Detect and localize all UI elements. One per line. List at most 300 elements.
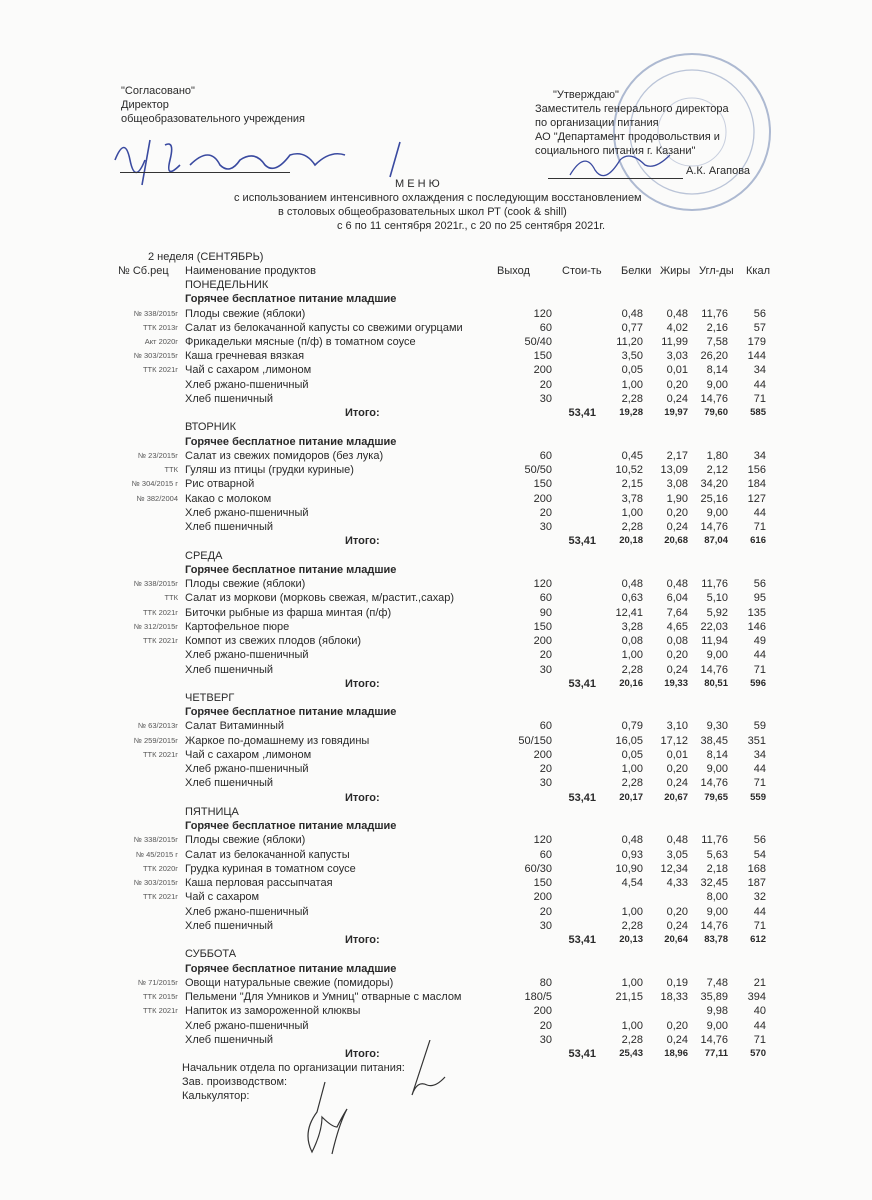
approve-line2: по организации питания bbox=[535, 117, 659, 129]
kcal-value: 71 bbox=[753, 919, 766, 932]
yield-value: 20 bbox=[539, 763, 552, 776]
kcal-value: 44 bbox=[753, 506, 766, 519]
carbs-value: 8,14 bbox=[706, 748, 728, 761]
fat-value: 0,24 bbox=[666, 663, 688, 676]
subheading-row bbox=[0, 435, 872, 449]
table-row bbox=[0, 1033, 872, 1047]
protein-value: 1,00 bbox=[621, 1019, 643, 1032]
fat-value: 7,64 bbox=[666, 606, 688, 619]
yield-value: 120 bbox=[533, 307, 552, 320]
total-kcal: 570 bbox=[750, 1048, 766, 1059]
table-row bbox=[0, 990, 872, 1004]
table-row bbox=[0, 663, 872, 677]
fat-value: 0,01 bbox=[666, 748, 688, 761]
recipe-number: № 312/2015г bbox=[133, 621, 178, 631]
footer-calculator: Калькулятор: bbox=[182, 1090, 250, 1102]
approve-label: "Утверждаю" bbox=[553, 89, 619, 101]
fat-value: 12,34 bbox=[660, 862, 688, 875]
carbs-value: 2,18 bbox=[706, 862, 728, 875]
table-row bbox=[0, 748, 872, 762]
total-carbs: 83,78 bbox=[704, 934, 728, 945]
protein-value: 4,54 bbox=[621, 877, 643, 890]
protein-value: 2,28 bbox=[621, 1033, 643, 1046]
total-cost: 53,41 bbox=[568, 535, 596, 548]
protein-value: 0,48 bbox=[621, 834, 643, 847]
day-name: ПЯТНИЦА bbox=[185, 805, 239, 818]
yield-value: 150 bbox=[533, 478, 552, 491]
dish-name: Салат из белокачанной капусты со свежими огурцами bbox=[185, 321, 463, 334]
kcal-value: 135 bbox=[747, 606, 766, 619]
yield-value: 200 bbox=[533, 492, 552, 505]
protein-value: 0,05 bbox=[621, 748, 643, 761]
carbs-value: 9,00 bbox=[706, 763, 728, 776]
dish-name: Жаркое по-домашнему из говядины bbox=[185, 734, 370, 747]
kcal-value: 56 bbox=[753, 834, 766, 847]
recipe-number: ТТК 2020г bbox=[142, 863, 178, 873]
yield-value: 50/50 bbox=[524, 464, 552, 477]
dish-name: Какао с молоком bbox=[185, 492, 272, 505]
kcal-value: 394 bbox=[747, 991, 766, 1003]
total-row bbox=[0, 534, 872, 548]
total-carbs: 79,60 bbox=[704, 407, 728, 419]
kcal-value: 156 bbox=[747, 464, 766, 477]
recipe-number: № 23/2015г bbox=[138, 450, 178, 460]
kcal-value: 71 bbox=[753, 521, 766, 534]
protein-value: 11,20 bbox=[616, 336, 643, 348]
dish-name: Салат из белокачанной капусты bbox=[185, 848, 350, 861]
yield-value: 60/30 bbox=[524, 862, 552, 875]
total-row bbox=[0, 677, 872, 691]
table-row bbox=[0, 363, 872, 377]
yield-value: 60 bbox=[539, 848, 552, 861]
total-row bbox=[0, 406, 872, 420]
fat-value: 13,09 bbox=[660, 464, 688, 477]
yield-value: 200 bbox=[533, 635, 552, 647]
fat-value: 0,24 bbox=[666, 919, 688, 932]
kcal-value: 49 bbox=[753, 635, 766, 647]
dish-name: Хлеб ржано-пшеничный bbox=[185, 905, 309, 918]
table-row bbox=[0, 1019, 872, 1033]
yield-value: 120 bbox=[533, 834, 552, 847]
carbs-value: 5,63 bbox=[706, 848, 728, 861]
carbs-value: 9,00 bbox=[706, 905, 728, 918]
day-heading-row bbox=[0, 805, 872, 819]
footer-production: Зав. производством: bbox=[182, 1076, 288, 1088]
fat-value: 3,03 bbox=[666, 350, 688, 363]
dish-name: Салат из моркови (морковь свежая, м/растит.,сахар) bbox=[185, 592, 454, 605]
subheading-row bbox=[0, 962, 872, 976]
total-fat: 18,96 bbox=[664, 1048, 688, 1059]
kcal-value: 59 bbox=[753, 720, 766, 733]
subheading-row bbox=[0, 819, 872, 833]
fat-value: 4,65 bbox=[666, 620, 688, 633]
table-row bbox=[0, 919, 872, 933]
subheading-row bbox=[0, 563, 872, 577]
table-row bbox=[0, 833, 872, 847]
yield-value: 50/40 bbox=[524, 336, 552, 348]
yield-value: 150 bbox=[533, 620, 552, 633]
kcal-value: 34 bbox=[753, 364, 766, 377]
kcal-value: 168 bbox=[747, 862, 766, 875]
carbs-value: 32,45 bbox=[700, 877, 728, 890]
total-protein: 20,13 bbox=[619, 934, 643, 945]
agreed-org: общеобразовательного учреждения bbox=[121, 113, 305, 125]
table-row bbox=[0, 506, 872, 520]
total-protein: 20,16 bbox=[619, 677, 643, 689]
protein-value: 2,28 bbox=[621, 919, 643, 932]
total-kcal: 585 bbox=[750, 407, 766, 419]
dish-name: Салат Витаминный bbox=[185, 720, 284, 733]
dish-name: Хлеб пшеничный bbox=[185, 663, 274, 676]
protein-value: 3,28 bbox=[621, 620, 643, 633]
recipe-number: ТТК 2021г bbox=[142, 1006, 178, 1016]
protein-value: 1,00 bbox=[621, 506, 643, 519]
protein-value: 2,28 bbox=[621, 392, 643, 405]
day-heading-row bbox=[0, 278, 872, 292]
table-row bbox=[0, 463, 872, 477]
carbs-value: 14,76 bbox=[700, 392, 728, 405]
carbs-value: 14,76 bbox=[700, 521, 728, 534]
dish-name: Хлеб пшеничный bbox=[185, 1033, 274, 1046]
approve-line4: социального питания г. Казани" bbox=[535, 145, 696, 157]
footer-head: Начальник отдела по организации питания: bbox=[182, 1062, 405, 1074]
total-fat: 19,97 bbox=[664, 407, 688, 419]
right-signature-line bbox=[548, 178, 683, 179]
total-cost: 53,41 bbox=[568, 791, 596, 804]
fat-value: 0,20 bbox=[666, 763, 688, 776]
kcal-value: 44 bbox=[753, 1019, 766, 1032]
recipe-number: ТТК 2021г bbox=[142, 636, 178, 645]
fat-value: 11,99 bbox=[661, 336, 688, 348]
total-cost: 53,41 bbox=[568, 407, 596, 420]
yield-value: 180/5 bbox=[524, 991, 552, 1003]
yield-value: 30 bbox=[539, 1033, 552, 1046]
recipe-number: ТТК bbox=[164, 593, 178, 603]
total-carbs: 80,51 bbox=[704, 677, 728, 689]
table-row bbox=[0, 905, 872, 919]
yield-value: 30 bbox=[539, 919, 552, 932]
yield-value: 20 bbox=[539, 905, 552, 918]
recipe-number: № 45/2015 г bbox=[135, 849, 178, 859]
yield-value: 90 bbox=[539, 606, 552, 619]
table-row bbox=[0, 862, 872, 876]
week-label: 2 неделя (СЕНТЯБРЬ) bbox=[148, 251, 264, 263]
kcal-value: 32 bbox=[753, 891, 766, 904]
table-row bbox=[0, 762, 872, 776]
day-heading-row bbox=[0, 420, 872, 434]
subheading-row bbox=[0, 292, 872, 306]
protein-value: 10,52 bbox=[615, 464, 643, 477]
fat-value: 4,33 bbox=[666, 877, 688, 890]
table-row bbox=[0, 606, 872, 620]
yield-value: 60 bbox=[539, 449, 552, 462]
protein-value: 0,93 bbox=[621, 848, 643, 861]
table-row bbox=[0, 378, 872, 392]
carbs-value: 2,12 bbox=[706, 464, 728, 477]
kcal-value: 44 bbox=[753, 649, 766, 662]
dish-name: Плоды свежие (яблоки) bbox=[185, 307, 306, 320]
yield-value: 60 bbox=[539, 720, 552, 733]
dish-name: Каша перловая рассыпчатая bbox=[185, 877, 333, 890]
col-cost: Стои-ть bbox=[562, 265, 602, 277]
yield-value: 120 bbox=[533, 578, 552, 590]
fat-value: 0,24 bbox=[666, 521, 688, 534]
left-signature-line bbox=[120, 172, 290, 173]
total-carbs: 77,11 bbox=[704, 1048, 728, 1059]
kcal-value: 44 bbox=[753, 378, 766, 391]
total-label: Итого: bbox=[345, 407, 380, 420]
table-row bbox=[0, 492, 872, 506]
agreed-label: "Согласовано" bbox=[121, 85, 195, 97]
table-row bbox=[0, 648, 872, 662]
recipe-number: № 303/2015г bbox=[133, 351, 178, 361]
subheading-row bbox=[0, 705, 872, 719]
dish-name: Компот из свежих плодов (яблоки) bbox=[185, 635, 362, 647]
dish-name: Хлеб пшеничный bbox=[185, 392, 274, 405]
kcal-value: 34 bbox=[753, 748, 766, 761]
fat-value: 0,24 bbox=[666, 1033, 688, 1046]
approve-signer: А.К. Агапова bbox=[686, 165, 751, 177]
dish-name: Чай с сахаром bbox=[185, 891, 260, 904]
day-heading-row bbox=[0, 947, 872, 961]
day-name: СРЕДА bbox=[185, 549, 223, 562]
recipe-number: № 382/2004 bbox=[136, 493, 178, 503]
dish-name: Хлеб ржано-пшеничный bbox=[185, 763, 309, 776]
total-protein: 20,18 bbox=[619, 535, 643, 547]
protein-value: 1,00 bbox=[621, 763, 643, 776]
total-label: Итого: bbox=[345, 791, 380, 804]
fat-value: 0,20 bbox=[666, 378, 688, 391]
yield-value: 30 bbox=[539, 777, 552, 790]
total-protein: 19,28 bbox=[619, 407, 643, 419]
recipe-number: № 259/2015г bbox=[133, 735, 178, 745]
kcal-value: 187 bbox=[747, 877, 766, 890]
carbs-value: 9,00 bbox=[706, 649, 728, 662]
protein-value: 2,15 bbox=[621, 478, 643, 491]
total-label: Итого: bbox=[345, 677, 380, 690]
fat-value: 1,90 bbox=[666, 492, 688, 505]
protein-value: 3,50 bbox=[621, 350, 643, 363]
fat-value: 0,48 bbox=[666, 307, 688, 320]
fat-value: 0,08 bbox=[666, 635, 688, 647]
dish-name: Хлеб ржано-пшеничный bbox=[185, 506, 309, 519]
yield-value: 30 bbox=[539, 392, 552, 405]
kcal-value: 34 bbox=[753, 449, 766, 462]
table-row bbox=[0, 392, 872, 406]
table-row bbox=[0, 620, 872, 634]
menu-title: М Е Н Ю bbox=[395, 178, 440, 190]
protein-value: 0,48 bbox=[621, 578, 643, 590]
kcal-value: 127 bbox=[747, 492, 766, 505]
protein-value: 0,63 bbox=[621, 592, 643, 605]
day-name: ВТОРНИК bbox=[185, 421, 236, 434]
carbs-value: 11,76 bbox=[701, 307, 728, 320]
dish-name: Плоды свежие (яблоки) bbox=[185, 578, 306, 590]
total-kcal: 559 bbox=[750, 791, 766, 803]
footer-block bbox=[182, 1061, 405, 1103]
dish-name: Гуляш из птицы (грудки куриные) bbox=[185, 464, 354, 477]
carbs-value: 2,16 bbox=[706, 321, 728, 334]
yield-value: 200 bbox=[533, 1005, 552, 1018]
meal-subheading: Горячее бесплатное питание младшие bbox=[185, 435, 397, 448]
total-cost: 53,41 bbox=[568, 934, 596, 946]
protein-value: 12,41 bbox=[615, 606, 643, 619]
approve-line1: Заместитель генерального директора bbox=[535, 103, 729, 115]
table-row bbox=[0, 577, 872, 591]
protein-value: 0,48 bbox=[621, 307, 643, 320]
yield-value: 20 bbox=[539, 1019, 552, 1032]
carbs-value: 11,76 bbox=[701, 578, 728, 590]
dish-name: Хлеб ржано-пшеничный bbox=[185, 649, 309, 662]
table-row bbox=[0, 634, 872, 648]
kcal-value: 95 bbox=[753, 592, 766, 605]
carbs-value: 7,58 bbox=[706, 336, 728, 348]
total-kcal: 616 bbox=[750, 535, 766, 547]
total-row bbox=[0, 933, 872, 947]
carbs-value: 1,80 bbox=[706, 449, 728, 462]
dish-name: Хлеб ржано-пшеничный bbox=[185, 378, 309, 391]
recipe-number: ТТК 2013г bbox=[142, 322, 178, 332]
col-carbs: Угл-ды bbox=[699, 265, 734, 277]
fat-value: 0,20 bbox=[666, 905, 688, 918]
carbs-value: 9,98 bbox=[706, 1005, 728, 1018]
dish-name: Хлеб пшеничный bbox=[185, 521, 274, 534]
carbs-value: 14,76 bbox=[700, 1033, 728, 1046]
kcal-value: 40 bbox=[753, 1005, 766, 1018]
dish-name: Хлеб ржано-пшеничный bbox=[185, 1019, 309, 1032]
yield-value: 30 bbox=[539, 663, 552, 676]
total-cost: 53,41 bbox=[568, 1048, 596, 1060]
fat-value: 0,48 bbox=[666, 578, 688, 590]
col-yield: Выход bbox=[497, 265, 530, 277]
kcal-value: 57 bbox=[753, 321, 766, 334]
yield-value: 200 bbox=[533, 891, 552, 904]
dish-name: Плоды свежие (яблоки) bbox=[185, 834, 306, 847]
col-name: Наименование продуктов bbox=[185, 265, 316, 277]
carbs-value: 22,03 bbox=[700, 620, 728, 633]
fat-value: 0,19 bbox=[666, 976, 688, 989]
protein-value: 2,28 bbox=[621, 521, 643, 534]
total-fat: 20,64 bbox=[664, 934, 688, 945]
meal-subheading: Горячее бесплатное питание младшие bbox=[185, 820, 397, 833]
table-row bbox=[0, 307, 872, 321]
carbs-value: 11,94 bbox=[701, 635, 728, 647]
carbs-value: 9,00 bbox=[706, 378, 728, 391]
menu-subtitle-1: с использованием интенсивного охлаждения с последующим восстановлением bbox=[234, 192, 642, 204]
yield-value: 150 bbox=[533, 877, 552, 890]
protein-value: 16,05 bbox=[615, 734, 643, 747]
dish-name: Чай с сахаром ,лимоном bbox=[185, 364, 312, 377]
recipe-number: № 71/2015г bbox=[138, 977, 178, 987]
approve-line3: АО "Департамент продовольствия и bbox=[535, 131, 720, 143]
total-protein: 25,43 bbox=[619, 1048, 643, 1059]
carbs-value: 11,76 bbox=[701, 834, 728, 847]
day-name: ЧЕТВЕРГ bbox=[185, 692, 235, 704]
carbs-value: 26,20 bbox=[700, 350, 728, 363]
recipe-number: № 304/2015 г bbox=[131, 479, 178, 489]
recipe-number: ТТК bbox=[164, 465, 178, 475]
yield-value: 20 bbox=[539, 378, 552, 391]
dish-name: Рис отварной bbox=[185, 478, 255, 491]
total-fat: 20,67 bbox=[664, 791, 688, 803]
recipe-number: № 338/2015г bbox=[133, 835, 178, 845]
kcal-value: 351 bbox=[747, 734, 766, 747]
protein-value: 2,28 bbox=[621, 777, 643, 790]
table-row bbox=[0, 477, 872, 491]
protein-value: 0,77 bbox=[621, 321, 643, 334]
kcal-value: 21 bbox=[753, 976, 766, 989]
recipe-number: ТТК 2021г bbox=[142, 892, 178, 902]
protein-value: 0,05 bbox=[621, 364, 643, 377]
table-row bbox=[0, 876, 872, 890]
col-protein: Белки bbox=[621, 265, 652, 277]
carbs-value: 35,89 bbox=[700, 991, 728, 1003]
total-carbs: 79,65 bbox=[704, 791, 728, 803]
kcal-value: 179 bbox=[747, 336, 766, 348]
kcal-value: 71 bbox=[753, 777, 766, 790]
kcal-value: 44 bbox=[753, 905, 766, 918]
col-fat: Жиры bbox=[660, 265, 691, 277]
yield-value: 200 bbox=[533, 748, 552, 761]
carbs-value: 9,00 bbox=[706, 1019, 728, 1032]
meal-subheading: Горячее бесплатное питание младшие bbox=[185, 962, 397, 975]
fat-value: 0,20 bbox=[666, 506, 688, 519]
approve-block bbox=[535, 88, 729, 158]
fat-value: 0,01 bbox=[666, 364, 688, 377]
protein-value: 0,79 bbox=[621, 720, 643, 733]
fat-value: 3,08 bbox=[666, 478, 688, 491]
kcal-value: 44 bbox=[753, 763, 766, 776]
yield-value: 150 bbox=[533, 350, 552, 363]
total-protein: 20,17 bbox=[619, 791, 643, 803]
fat-value: 3,10 bbox=[666, 720, 688, 733]
yield-value: 200 bbox=[533, 364, 552, 377]
carbs-value: 25,16 bbox=[700, 492, 728, 505]
agreed-block bbox=[121, 84, 305, 126]
carbs-value: 9,30 bbox=[706, 720, 728, 733]
fat-value: 18,33 bbox=[660, 991, 688, 1003]
kcal-value: 71 bbox=[753, 392, 766, 405]
table-row bbox=[0, 848, 872, 862]
kcal-value: 56 bbox=[753, 307, 766, 320]
table-header bbox=[0, 264, 872, 278]
carbs-value: 5,10 bbox=[706, 592, 728, 605]
carbs-value: 14,76 bbox=[700, 919, 728, 932]
protein-value: 1,00 bbox=[621, 378, 643, 391]
fat-value: 6,04 bbox=[666, 592, 688, 605]
fat-value: 0,48 bbox=[666, 834, 688, 847]
protein-value: 0,45 bbox=[621, 449, 643, 462]
kcal-value: 146 bbox=[747, 620, 766, 633]
carbs-value: 5,92 bbox=[706, 606, 728, 619]
table-row bbox=[0, 449, 872, 463]
recipe-number: ТТК 2021г bbox=[142, 607, 178, 617]
recipe-number: ТТК 2021г bbox=[142, 749, 178, 759]
protein-value: 21,15 bbox=[615, 991, 643, 1003]
yield-value: 30 bbox=[539, 521, 552, 534]
protein-value: 10,90 bbox=[615, 862, 643, 875]
recipe-number: № 303/2015г bbox=[133, 878, 178, 888]
day-name: СУББОТА bbox=[185, 948, 237, 961]
col-recipe-no: № Сб.рец bbox=[118, 265, 169, 277]
dish-name: Хлеб пшеничный bbox=[185, 777, 274, 790]
table-row bbox=[0, 1004, 872, 1018]
fat-value: 2,17 bbox=[666, 449, 688, 462]
table-row bbox=[0, 734, 872, 748]
day-name: ПОНЕДЕЛЬНИК bbox=[185, 279, 269, 291]
table-row bbox=[0, 719, 872, 733]
yield-value: 60 bbox=[539, 592, 552, 605]
